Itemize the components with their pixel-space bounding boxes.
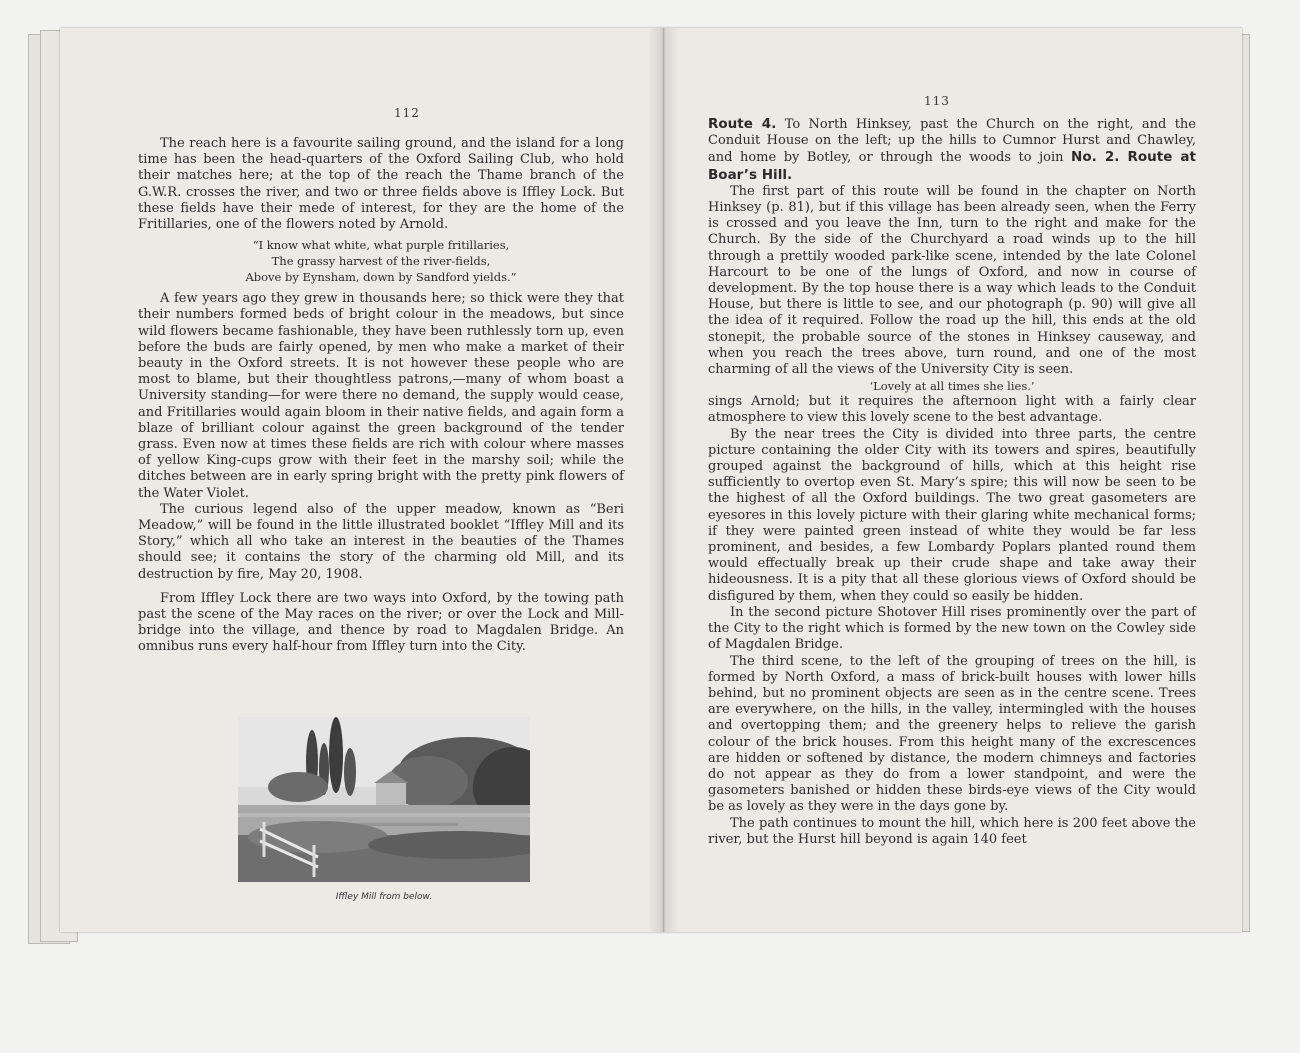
paragraph: The first part of this route will be found in the chapter on North Hinksey (p. 81), but if this village has been already seen, when the Ferry is crossed and you leave the Inn, turn to the right and make for the Church. By the side of the Churchyard a road winds up to the hill through a prettily wooded park-like scene, intended by the late Colonel Harcourt to be one of the lungs of Oxford, and now in course of development. By the top house there is a way which leads to the Conduit House, but there is little to see, and our photograph (p. 90) will give all the idea of it required. Follow the road up the hill, this ends at the old stonepit, the probable source of the stones in Hinksey causeway, and when you reach the trees above, turn round, and one of the most charming of all the views of the University City is seen. <box>708 183 1196 378</box>
route-heading: Route 4. <box>708 116 777 132</box>
right-page-text <box>708 116 1196 848</box>
paragraph: In the second picture Shotover Hill rises prominently over the part of the City to the right which is formed by the new town on the Cowley side of Magdalen Bridge. <box>708 604 1196 653</box>
left-page-text <box>138 136 624 656</box>
paragraph: By the near trees the City is divided into three parts, the centre picture containing the older City with its towers and spires, beautifully grouped against the background of hills, which at this height rise sufficiently to overtop even St. Mary’s spire; this will now be seen to be the highest of all the Oxford buildings. The two great gasometers are eyesores in this lovely picture with their glaring white mechanical forms; if they were painted green instead of white they would be far less prominent, and besides, a few Lombardy Poplars planted round them would effectually break up their crude shape and take away their hideousness. It is a pity that all these glorious views of Oxford should be disfigured by them, when they could so easily be hidden. <box>708 426 1196 604</box>
photo-scene <box>238 717 530 882</box>
open-book <box>12 14 1252 932</box>
arnold-quote <box>138 237 624 285</box>
quote-line: The grassy harvest of the river-fields, <box>271 254 491 269</box>
paragraph: From Iffley Lock there are two ways into Oxford, by the towing path past the scene of the May races on the river; or over the Lock and Mill-bridge into the village, and thence by road to Magdalen Bridge. An omnibus runs every half-hour from Iffley turn into the City. <box>138 590 624 655</box>
book-gutter <box>648 28 680 932</box>
quote-line: Above by Eynsham, down by Sandford yields.” <box>245 270 517 285</box>
iffley-mill-photo <box>238 717 530 882</box>
photo-caption: Iffley Mill from below. <box>335 892 433 902</box>
paragraph: The curious legend also of the upper meadow, known as “Beri Meadow,” will be found in the little illustrated booklet “Iffley Mill and its Story,” which all who take an interest in the beauties of the Thames should see; it contains the story of the charming old Mill, and its destruction by fire, May 20, 1908. <box>138 501 624 582</box>
paragraph: sings Arnold; but it requires the afternoon light with a fairly clear atmosphere to view this lovely scene to the best advantage. <box>708 394 1196 426</box>
route-tail: No. 2. Route at Boar’s Hill. <box>708 149 1196 183</box>
page-number-right: 113 <box>924 94 950 108</box>
quote-line: “I know what white, what purple fritillaries, <box>252 238 510 253</box>
left-page <box>60 28 664 932</box>
route-text: To North Hinksey, past the Church on the right, and the Conduit House on the left; up the hills to Cumnor Hurst and Chawley, and home by Botley, or through the woods to join <box>708 117 1196 166</box>
page-number-left: 112 <box>394 106 420 120</box>
paragraph: The third scene, to the left of the grouping of trees on the hill, is formed by North Oxford, a mass of brick-built houses with lower hills behind, but no prominent objects are seen as in the centre scene. Trees are everywhere, on the hills, in the valley, intermingled with the houses and overtopping them; and the greenery helps to relieve the garish colour of the brick houses. From this height many of the excrescences are hidden or softened by distance, the modern chimneys and factories do not appear as they do from a lower standpoint, and were the gasometers banished or hidden these birds-eye views of the City would be as lovely as they were in the days gone by. <box>708 653 1196 815</box>
paragraph: The path continues to mount the hill, which here is 200 feet above the river, but the Hurst hill beyond is again 140 feet <box>708 815 1196 847</box>
paragraph: A few years ago they grew in thousands here; so thick were they that their numbers formed beds of bright colour in the meadows, but since wild flowers became fashionable, they have been ruthlessly torn up, even before the buds are fairly opened, by men who make a market of their beauty in the Oxford streets. It is not however these people who are most to blame, but their thoughtless patrons,—many of whom boast a University standing—for were there no demand, the supply would cease, and Fritillaries would again bloom in their native fields, and again form a blaze of brilliant colour against the green background of the tender grass. Even now at times these fields are rich with colour where masses of yellow King-cups grow with their feet in the marshy soil; while the ditches between are in early spring bright with the pretty pink flowers of the Water Violet. <box>138 291 624 501</box>
route-paragraph <box>708 116 1196 184</box>
arnold-quote-right: ‘Lovely at all times she lies.’ <box>869 379 1035 394</box>
right-page <box>664 28 1242 932</box>
paragraph: The reach here is a favourite sailing ground, and the island for a long time has been the head-quarters of the Oxford Sailing Club, who hold their matches here; at the top of the reach the Thame branch of the G.W.R. crosses the river, and two or three fields above is Iffley Lock. But these fields have their mede of interest, for they are the home of the Fritillaries, one of the flowers noted by Arnold. <box>138 136 624 233</box>
